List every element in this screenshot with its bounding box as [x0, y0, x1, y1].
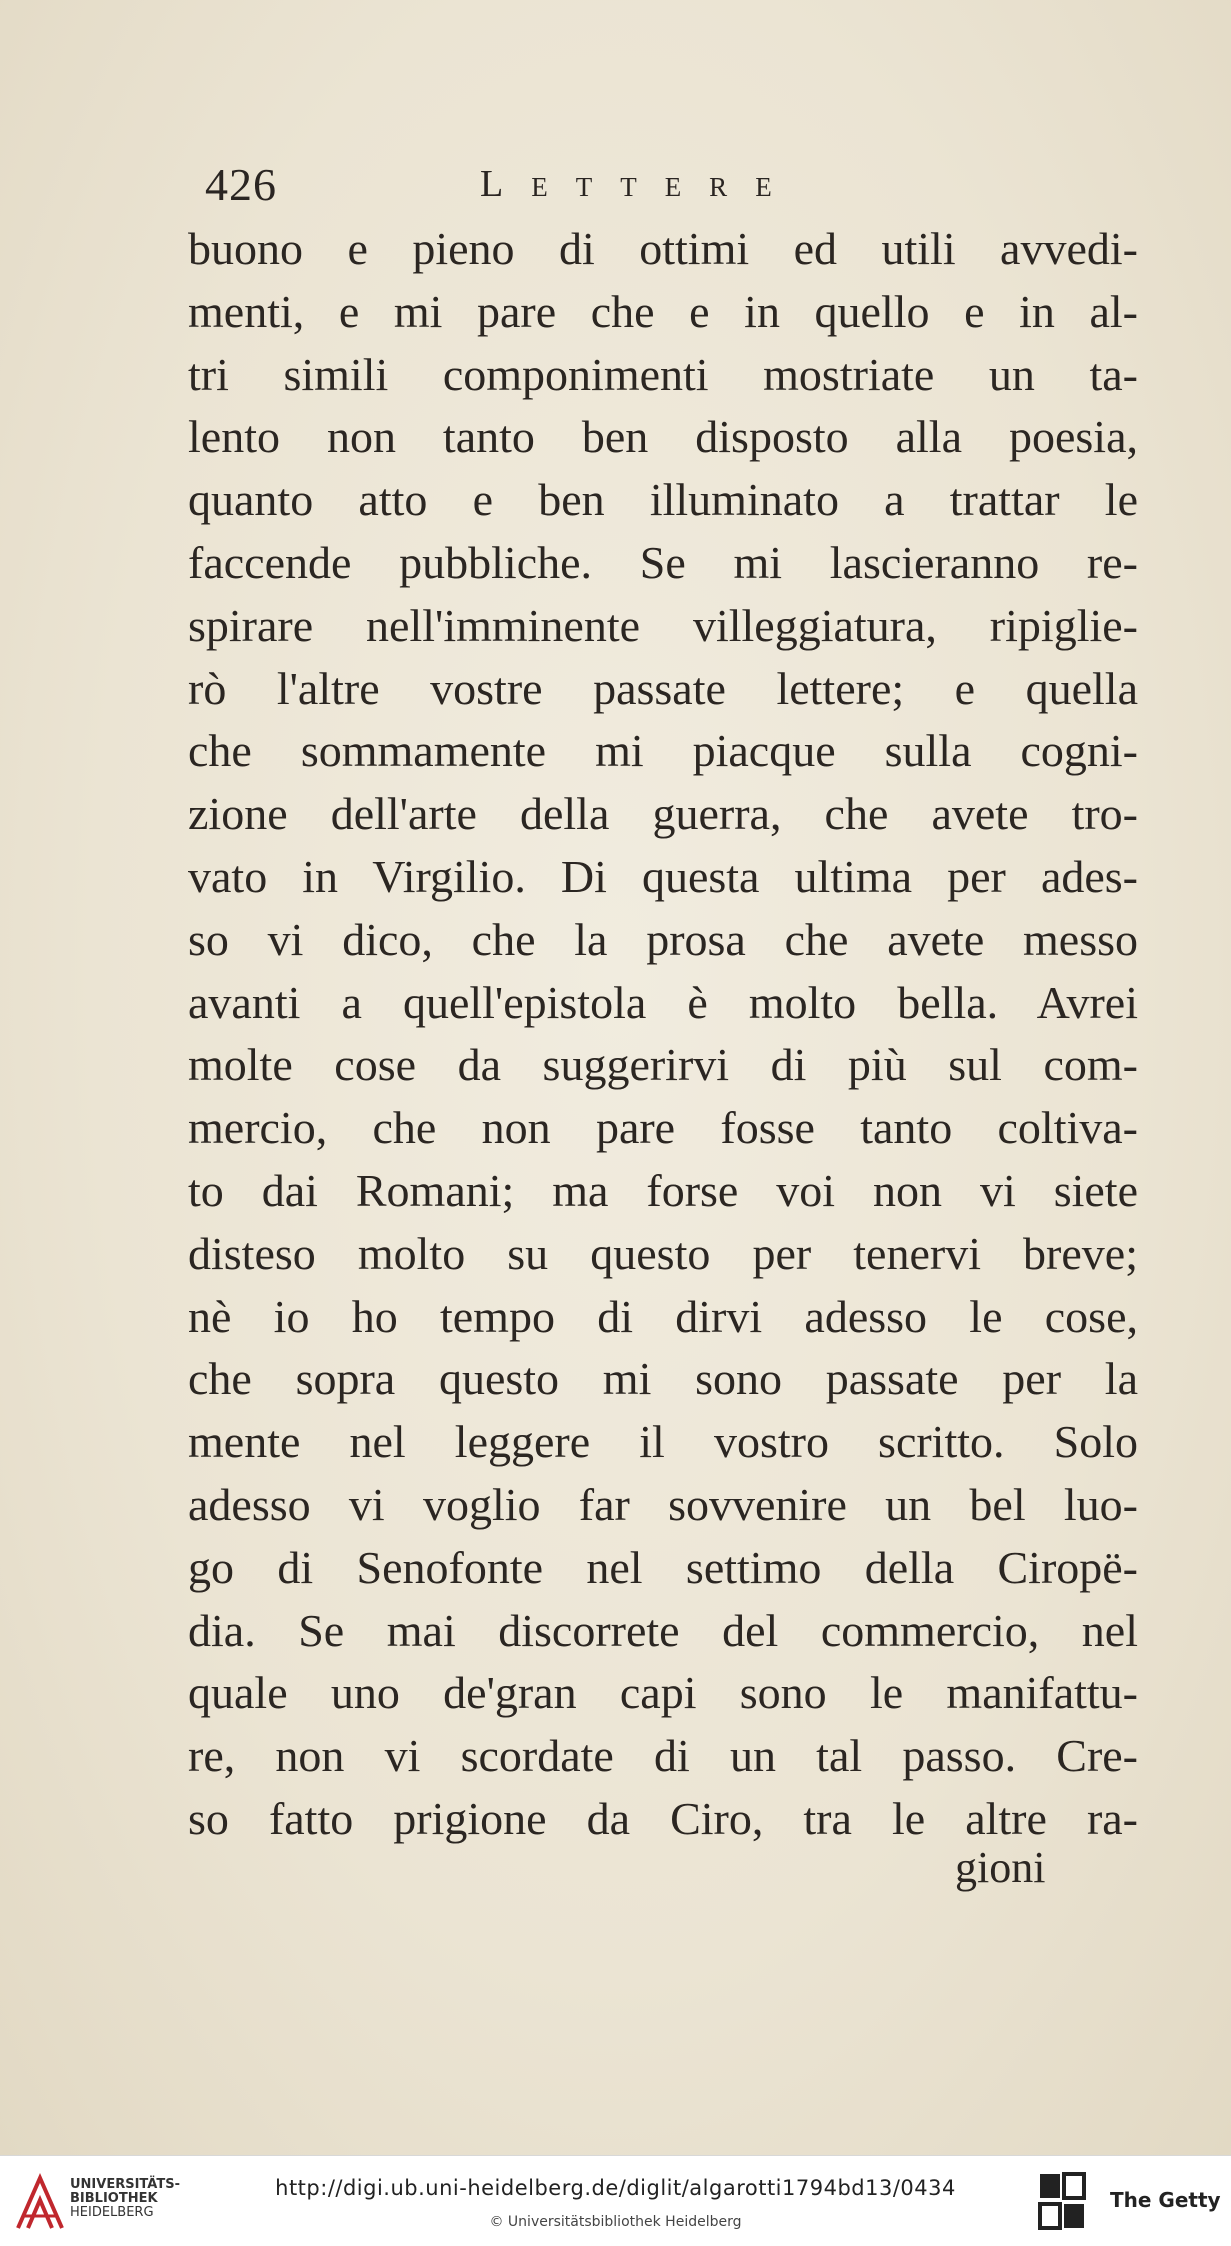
catchword: gioni	[955, 1843, 1046, 1892]
text-line: faccende pubbliche. Se mi lascieranno re-	[188, 536, 1138, 588]
text-line: adesso vi voglio far sovvenire un bel luo-	[188, 1478, 1138, 1530]
text-line: spirare nell'imminente villeggiatura, ripiglie-	[188, 599, 1138, 651]
text-line: tri simili componimenti mostriate un ta-	[188, 348, 1138, 400]
text-line: molte cose da suggerirvi di più sul com-	[188, 1039, 1138, 1091]
institution-line: HEIDELBERG	[70, 2205, 154, 2220]
footer-bar	[0, 2155, 1231, 2246]
text-line: quale uno de'gran capi sono le manifattu-	[188, 1667, 1138, 1719]
text-line: so vi dico, che la prosa che avete messo	[188, 913, 1138, 965]
text-line: vato in Virgilio. Di questa ultima per ades-	[188, 850, 1138, 902]
text-line: to dai Romani; ma forse voi non vi siete	[188, 1164, 1138, 1216]
text-line: menti, e mi pare che e in quello e in al-	[188, 285, 1138, 337]
text-line: mente nel leggere il vostro scritto. Solo	[188, 1416, 1138, 1468]
text-line: rò l'altre vostre passate lettere; e quella	[188, 662, 1138, 714]
text-line: lento non tanto ben disposto alla poesia,	[188, 411, 1138, 463]
text-line: go di Senofonte nel settimo della Ciropë-	[188, 1541, 1138, 1593]
text-line: disteso molto su questo per tenervi breve;	[188, 1227, 1138, 1279]
page-header	[205, 158, 965, 218]
text-line: zione dell'arte della guerra, che avete tro-	[188, 788, 1138, 840]
text-line: che sommamente mi piacque sulla cogni-	[188, 725, 1138, 777]
getty-partner-name: The Getty	[1110, 2188, 1221, 2212]
text-line: avanti a quell'epistola è molto bella. Avrei	[188, 976, 1138, 1028]
body-text	[188, 218, 1138, 1851]
running-title: Lettere	[480, 163, 800, 205]
source-url-link[interactable]: http://digi.ub.uni-heidelberg.de/diglit/algarotti1794bd13/0434	[275, 2176, 956, 2200]
text-line: re, non vi scordate di un tal passo. Cre-	[188, 1730, 1138, 1782]
text-line: buono e pieno di ottimi ed utili avvedi-	[188, 223, 1138, 274]
getty-logo-icon	[1036, 2170, 1088, 2232]
text-line: mercio, che non pare fosse tanto coltiva-	[188, 1102, 1138, 1154]
text-line: quanto atto e ben illuminato a trattar le	[188, 474, 1138, 526]
text-line: che sopra questo mi sono passate per la	[188, 1353, 1138, 1405]
text-line: nè io ho tempo di dirvi adesso le cose,	[188, 1290, 1138, 1342]
text-line: so fatto prigione da Ciro, tra le altre ra-	[188, 1792, 1138, 1844]
institution-line: BIBLIOTHEK	[70, 2191, 158, 2206]
institution-line: UNIVERSITÄTS-	[70, 2177, 180, 2192]
page-number: 426	[205, 159, 277, 210]
copyright-notice: © Universitätsbibliothek Heidelberg	[489, 2214, 742, 2230]
text-line: dia. Se mai discorrete del commercio, nel	[188, 1604, 1138, 1656]
